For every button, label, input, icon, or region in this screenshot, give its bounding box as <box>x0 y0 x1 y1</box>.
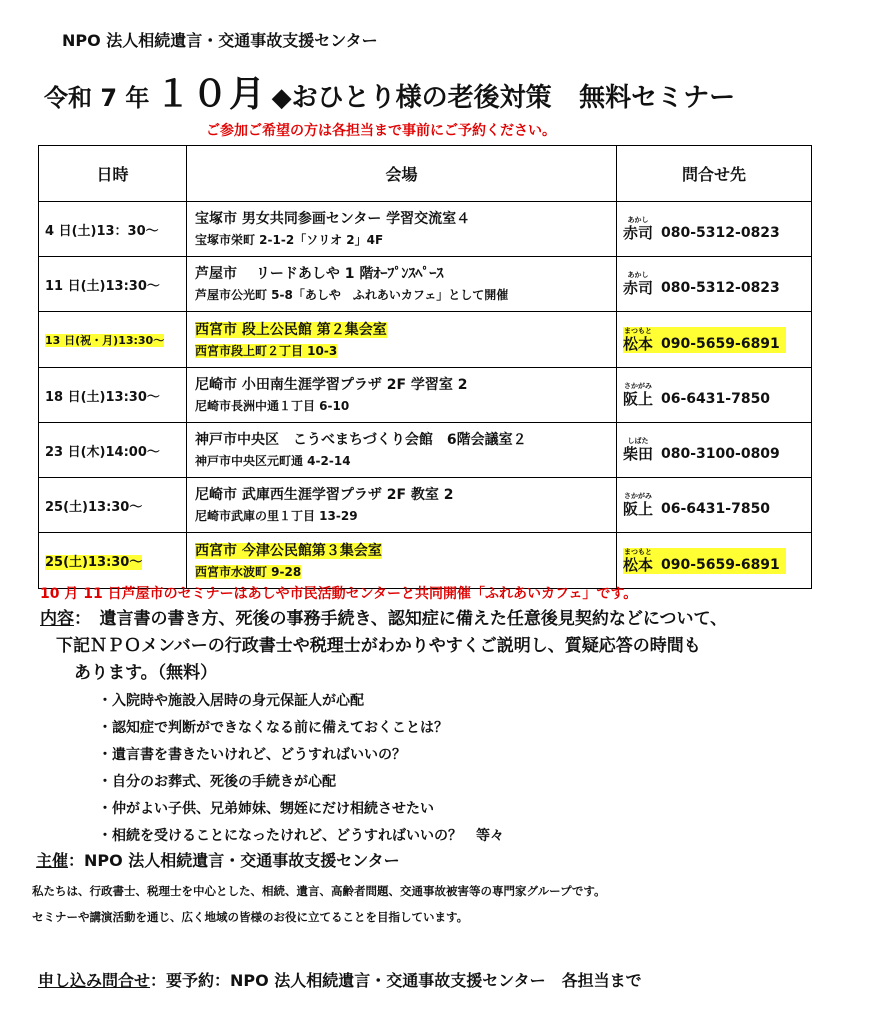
contact-phone: 090-5659-6891 <box>661 335 780 352</box>
table-row <box>39 478 812 533</box>
title-theme: ◆おひとり様の老後対策 <box>271 83 552 113</box>
list-item: ・入院時や施設入居時の身元保証人が心配 <box>98 693 364 709</box>
list-item: ・仲がよい子供、兄弟姉妹、甥姪にだけ相続させたい <box>98 801 434 817</box>
contact-ruby: しばた <box>627 437 649 445</box>
venue-name: 西宮市 今津公民館第３集会室 <box>195 542 382 559</box>
contact-phone: 090-5659-6891 <box>661 556 780 573</box>
venue-name: 西宮市 段上公民館 第２集会室 <box>195 321 387 338</box>
host-text: ：NPO 法人相続遺言・交通事故支援センター <box>68 851 400 870</box>
title-month: １０月 <box>155 74 267 115</box>
reservation-notice: ご参加ご希望の方は各担当まで事前にご予約ください。 <box>206 123 556 139</box>
table-header-row <box>39 146 812 202</box>
header-datetime: 日時 <box>39 146 187 202</box>
venue-address: 尼崎市長洲中通１丁目 6-10 <box>195 399 350 413</box>
contact-name: 赤司 <box>623 224 654 242</box>
venue-cell <box>187 478 617 533</box>
venue-address: 西宮市段上町２丁目 10-3 <box>195 343 338 358</box>
date-cell: 4 日(土)13：30～ <box>39 202 187 257</box>
contact-name: 阪上 <box>623 390 654 408</box>
title-free-seminar: 無料セミナー <box>579 83 736 113</box>
contact-cell <box>617 257 812 312</box>
venue-name: 尼崎市 小田南生涯学習プラザ 2F 学習室 2 <box>195 377 468 393</box>
contact-cell <box>617 312 812 368</box>
contact-ruby: さかがみ <box>624 492 652 500</box>
organization-description <box>32 878 606 930</box>
host-label: 主催 <box>36 851 69 870</box>
venue-name: 芦屋市 リードあしや 1 階ｵｰﾌﾟﾝｽﾍﾟｰｽ <box>195 266 444 282</box>
contact-cell <box>617 202 812 257</box>
contact-ruby: まつもと <box>624 547 652 556</box>
venue-name: 宝塚市 男女共同参画センター 学習交流室４ <box>195 211 471 227</box>
organization-name: NPO 法人相続遺言・交通事故支援センター <box>62 31 378 50</box>
date-cell: 23 日(木)14:00～ <box>39 423 187 478</box>
content-line-2: 下記ＮＰＯメンバーの行政書士や税理士がわかりやすくご説明し、質疑応答の時間も <box>56 636 701 656</box>
contact-phone: 080-5312-0823 <box>661 225 780 241</box>
contact-phone: 080-5312-0823 <box>661 280 780 296</box>
venue-cell <box>187 533 617 589</box>
date-cell <box>39 312 187 368</box>
venue-cell <box>187 312 617 368</box>
title-year: 令和 7 年 <box>44 84 150 112</box>
table-row <box>39 257 812 312</box>
list-item: ・遺言書を書きたいけれど、どうすればいいの？ <box>98 747 406 763</box>
venue-address: 神戸市中央区元町通 4-2-14 <box>195 454 351 468</box>
venue-address: 芦屋市公光町 5-8「あしや ふれあいカフェ」として開催 <box>195 288 509 302</box>
date-cell: 18 日(土)13:30～ <box>39 368 187 423</box>
contact-name: 松本 <box>623 555 654 574</box>
content-label: 内容 <box>40 609 74 629</box>
table-row <box>39 368 812 423</box>
header-contact: 問合せ先 <box>617 146 812 202</box>
description-line-2: セミナーや講演活動を通じ、広く地域の皆様のお役に立てることを目指しています。 <box>32 910 469 924</box>
contact-cell <box>617 533 812 589</box>
contact-name: 柴田 <box>623 445 654 463</box>
ashiya-notice: 10 月 11 日芦屋市のセミナーはあしや市民活動センターと共同開催「ふれあいカフェ」です。 <box>40 586 638 602</box>
contact-ruby: さかがみ <box>624 382 652 390</box>
contact-phone: 06-6431-7850 <box>661 391 771 407</box>
date-highlight: 25(土)13:30～ <box>45 555 143 570</box>
date-cell <box>39 533 187 589</box>
page-title <box>44 66 735 117</box>
contact-cell <box>617 478 812 533</box>
venue-cell <box>187 423 617 478</box>
host-line <box>36 848 400 871</box>
application-text: ：要予約：NPO 法人相続遺言・交通事故支援センター 各担当まで <box>150 971 642 990</box>
venue-name: 神戸市中央区 こうべまちづくり会館 6階会議室２ <box>195 432 527 448</box>
content-line-3: あります。（無料） <box>74 663 218 683</box>
date-highlight: 13 日(祝・月)13:30～ <box>45 333 165 347</box>
contact-ruby: あかし <box>627 271 649 279</box>
contact-phone: 080-3100-0809 <box>661 446 780 462</box>
contact-cell <box>617 423 812 478</box>
date-cell: 11 日(土)13:30～ <box>39 257 187 312</box>
list-item: ・認知症で判断ができなくなる前に備えておくことは？ <box>98 720 448 736</box>
list-item: ・自分のお葬式、死後の手続きが心配 <box>98 774 336 790</box>
list-item: ・相続を受けることになったけれど、どうすればいいの？ 等々 <box>98 828 504 844</box>
table-row <box>39 202 812 257</box>
schedule-table <box>38 145 812 589</box>
content-line-1: ： 遺言書の書き方、死後の事務手続き、認知症に備えた任意後見契約などについて、 <box>74 609 728 629</box>
venue-address: 西宮市水波町 9-28 <box>195 564 302 579</box>
venue-name: 尼崎市 武庫西生涯学習プラザ 2F 教室 2 <box>195 487 454 503</box>
contact-name: 阪上 <box>623 500 654 518</box>
date-cell: 25(土)13:30～ <box>39 478 187 533</box>
description-line-1: 私たちは、行政書士、税理士を中心とした、相続、遺言、高齢者問題、交通事故被害等の専門家グループです。 <box>32 884 606 898</box>
table-row <box>39 423 812 478</box>
venue-cell <box>187 257 617 312</box>
header-venue: 会場 <box>187 146 617 202</box>
contact-phone: 06-6431-7850 <box>661 501 771 517</box>
venue-address: 尼崎市武庫の里１丁目 13-29 <box>195 509 358 523</box>
venue-address: 宝塚市栄町 2-1-2「ソリオ 2」4F <box>195 233 384 247</box>
contact-name: 松本 <box>623 334 654 353</box>
venue-cell <box>187 368 617 423</box>
contact-cell <box>617 368 812 423</box>
concern-list <box>98 688 504 850</box>
application-label: 申し込み問合せ <box>38 971 151 990</box>
table-row <box>39 312 812 368</box>
table-row <box>39 533 812 589</box>
contact-ruby: あかし <box>627 216 649 224</box>
venue-cell <box>187 202 617 257</box>
content-section <box>40 606 860 687</box>
contact-name: 赤司 <box>623 279 654 297</box>
application-line <box>38 968 642 991</box>
contact-ruby: まつもと <box>624 326 652 335</box>
